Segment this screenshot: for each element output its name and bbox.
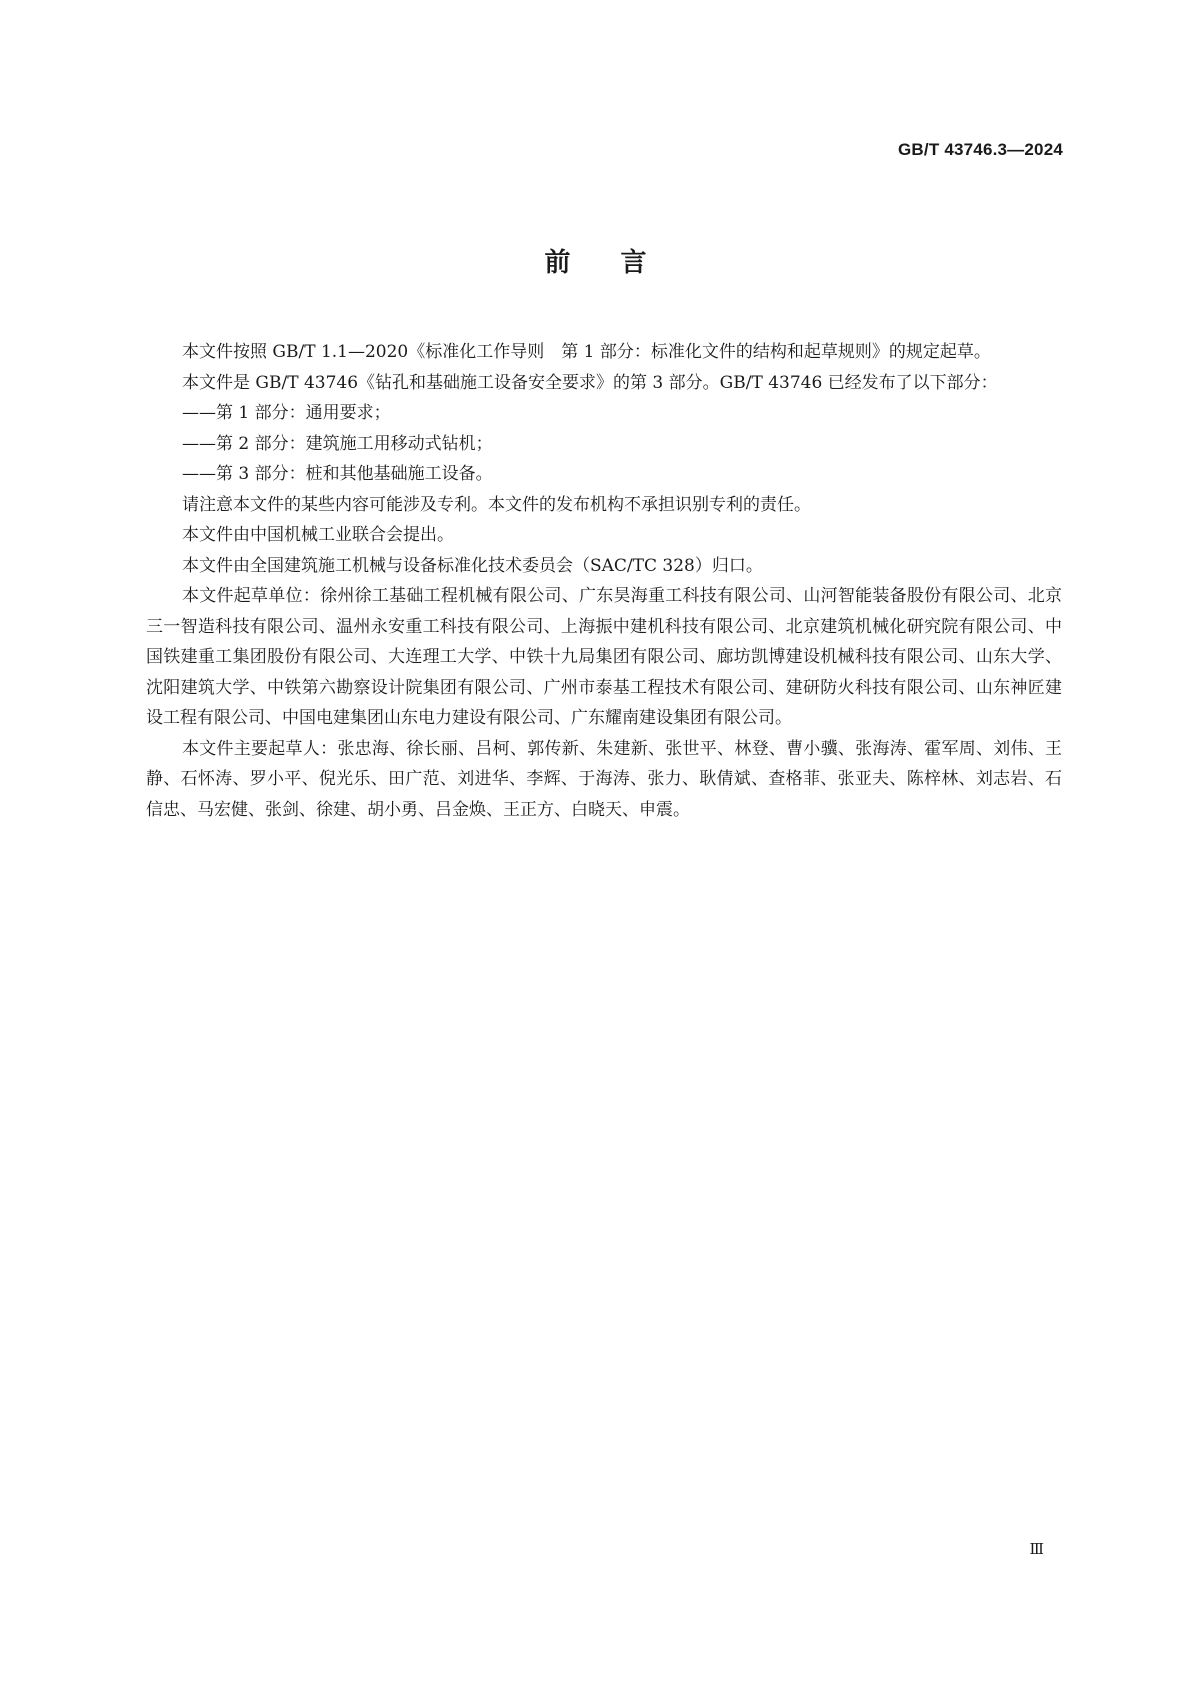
list-item-part-3: ——第 3 部分：桩和其他基础施工设备。 xyxy=(182,464,493,484)
standard-code: GB/T 43746.3—2024 xyxy=(898,140,1063,159)
paragraph-drafting-organizations: 本文件起草单位：徐州徐工基础工程机械有限公司、广东昊海重工科技有限公司、山河智能装备股份有限公司、北京三一智造科技有限公司、温州永安重工科技有限公司、上海振中建机科技有限公司、北京建筑机械化研究院有限公司、中国铁建重工集团股份有限公司、大连理工大学、中铁十九局集团有限公司、廊坊凯博建设机械科技有限公司、山东大学、沈阳建筑大学、中铁第六勘察设计院集团有限公司、广州市泰基工程技术有限公司、建研防火科技有限公司、山东神匠建设工程有限公司、中国电建集团山东电力建设有限公司、广东耀南建设集团有限公司。 xyxy=(146,586,1062,728)
paragraph-drafting-rules: 本文件按照 GB/T 1.1—2020《标准化工作导则 第 1 部分：标准化文件的结构和起草规则》的规定起草。 xyxy=(182,342,991,362)
paragraph-administered-by: 本文件由全国建筑施工机械与设备标准化技术委员会（SAC/TC 328）归口。 xyxy=(182,555,763,576)
page-title: 前言 xyxy=(544,248,697,278)
foreword-body xyxy=(146,337,1062,825)
list-item-part-1: ——第 1 部分：通用要求； xyxy=(182,403,391,423)
paragraph-main-drafters: 本文件主要起草人：张忠海、徐长丽、吕柯、郭传新、朱建新、张世平、林登、曹小骥、张海涛、霍军周、刘伟、王静、石怀涛、罗小平、倪光乐、田广范、刘进华、李辉、于海涛、张力、耿倩斌、查格菲、张亚夫、陈梓林、刘志岩、石信忠、马宏健、张剑、徐建、胡小勇、吕金焕、王正方、白晓天、申震。 xyxy=(146,738,1062,820)
paragraph-proposed-by: 本文件由中国机械工业联合会提出。 xyxy=(182,525,454,545)
paragraph-patent-notice: 请注意本文件的某些内容可能涉及专利。本文件的发布机构不承担识别专利的责任。 xyxy=(182,494,811,515)
list-item-part-2: ——第 2 部分：建筑施工用移动式钻机； xyxy=(182,433,493,454)
page-number: Ⅲ xyxy=(1029,1542,1044,1558)
paragraph-series-parts: 本文件是 GB/T 43746《钻孔和基础施工设备安全要求》的第 3 部分。GB/T 43746 已经发布了以下部分： xyxy=(182,372,998,393)
